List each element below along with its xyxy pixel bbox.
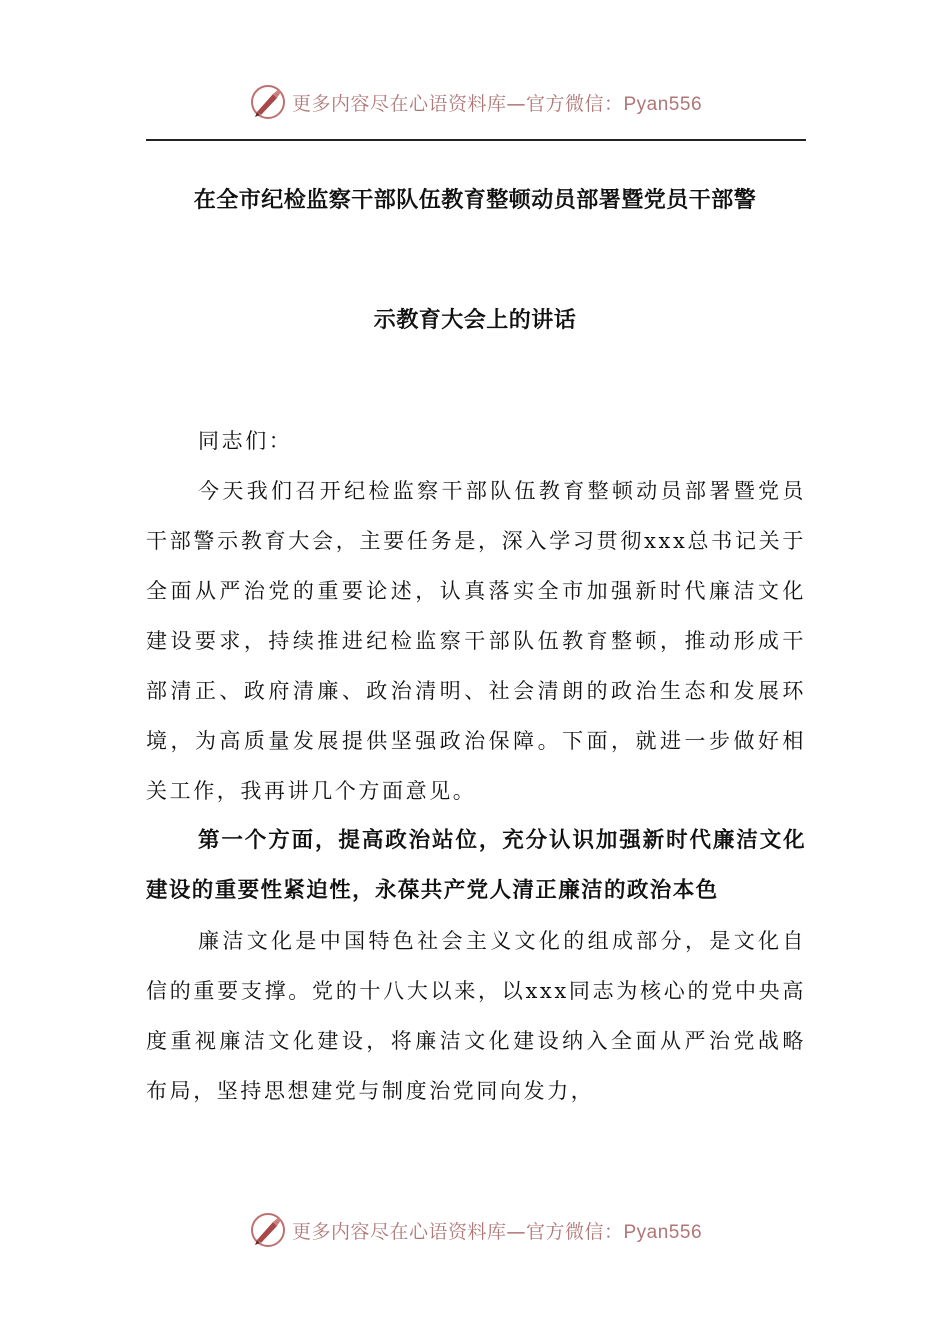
section-heading-1: 第一个方面，提高政治站位，充分认识加强新时代廉洁文化建设的重要性紧迫性，永葆共产党人清正廉洁的政治本色	[146, 828, 806, 903]
watermark-account-label: 官方微信：	[525, 92, 624, 115]
watermark-text	[292, 89, 702, 116]
watermark-account-label: 官方微信：	[525, 1220, 624, 1243]
watermark-main-text: 更多内容尽在心语资料库	[291, 92, 507, 115]
watermark-account-id: Pyan556	[623, 93, 703, 115]
header-divider	[146, 139, 806, 141]
pen-nib-logo-icon	[248, 82, 288, 122]
pen-nib-logo-icon	[248, 1210, 288, 1250]
watermark-main-text: 更多内容尽在心语资料库	[291, 1220, 507, 1243]
paragraph-section-1: 廉洁文化是中国特色社会主义文化的组成部分，是文化自信的重要支撑。党的十八大以来，以xxx同志为核心的党中央高度重视廉洁文化建设，将廉洁文化建设纳入全面从严治党战略布局，坚持思想建党与制度治党同向发力，	[146, 929, 806, 1103]
watermark-text	[292, 1217, 702, 1244]
watermark-account-id: Pyan556	[623, 1221, 703, 1243]
document-title-line-2: 示教育大会上的讲话	[373, 308, 577, 333]
document-body	[146, 416, 806, 1116]
watermark-footer	[0, 1208, 950, 1252]
watermark-separator: —	[506, 92, 526, 115]
watermark-separator: —	[506, 1220, 526, 1243]
document-title-line-1: 在全市纪检监察干部队伍教育整顿动员部署暨党员干部警	[193, 188, 757, 213]
salutation: 同志们：	[198, 429, 293, 453]
watermark-header	[0, 80, 950, 124]
paragraph-intro: 今天我们召开纪检监察干部队伍教育整顿动员部署暨党员干部警示教育大会，主要任务是，深入学习贯彻xxx总书记关于全面从严治党的重要论述，认真落实全市加强新时代廉洁文化建设要求，持续推进纪检监察干部队伍教育整顿，推动形成干部清正、政府清廉、政治清明、社会清朗的政治生态和发展环境，为高质量发展提供坚强政治保障。下面，就进一步做好相关工作，我再讲几个方面意见。	[146, 479, 806, 803]
